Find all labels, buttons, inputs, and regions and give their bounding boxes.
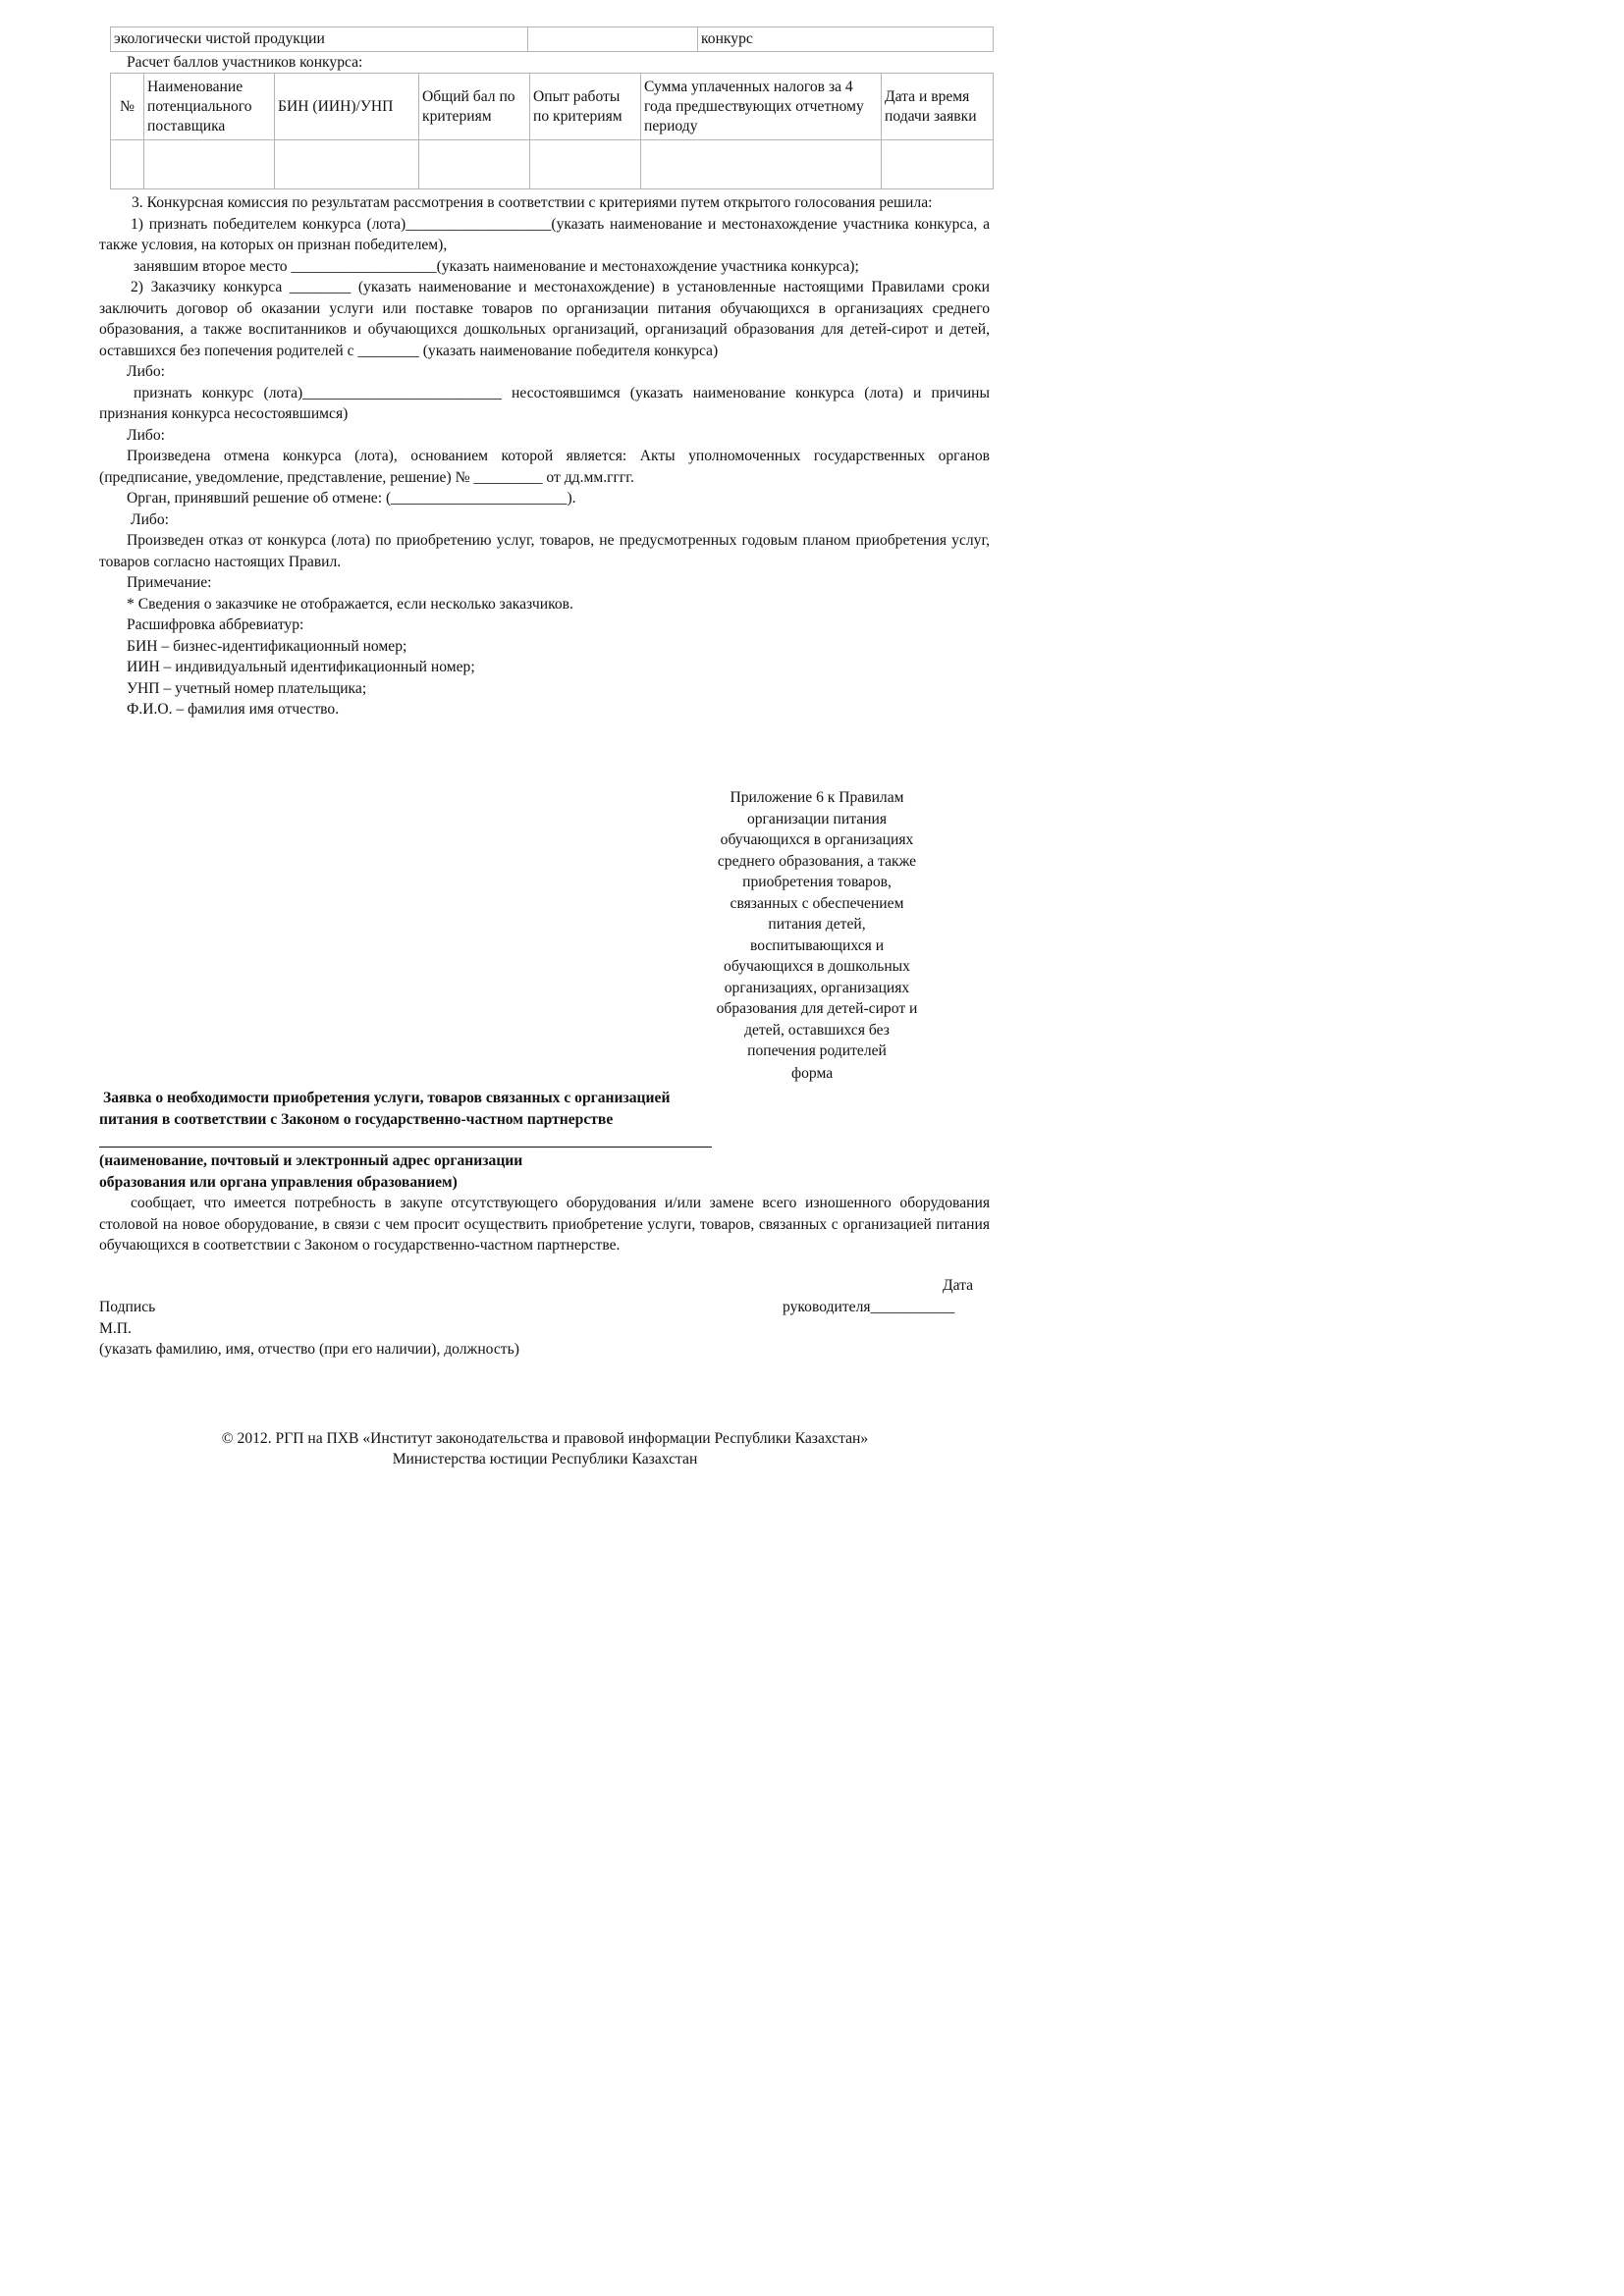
paragraph: Расшифровка аббревиатур: [127, 616, 304, 633]
header-cell: № [111, 74, 144, 140]
paragraph: Орган, принявший решение об отмене: (_______________________). [127, 490, 576, 507]
caption-line: (наименование, почтовый и электронный адрес организации [99, 1152, 523, 1169]
header-cell: Сумма уплаченных налогов за 4 года предшествующих отчетному периоду [641, 74, 882, 140]
paragraph: Либо: [127, 363, 165, 380]
header-cell: Наименование потенциального поставщика [144, 74, 275, 140]
table-cell [641, 140, 882, 189]
caption-line: образования или органа управления образованием) [99, 1173, 458, 1191]
table-cell [530, 140, 641, 189]
table-cell: конкурс [698, 27, 994, 52]
appendix-line: попечения родителей [747, 1042, 887, 1059]
paragraph: 2) Заказчику конкурса ________ (указать наименование и местонахождение) в установленные настоящими Правилами сроки заключить договор об оказании услуги или поставке товаров по организации питания обучающихся в организациях среднего образования, а также воспитанников и обучающихся дошкольных организаций, организаций образования для детей-сирот и детей, оставшихся без попечения родителей с ________ (указать наименование победителя конкурса) [99, 279, 990, 359]
header-cell: Дата и время подачи заявки [882, 74, 994, 140]
table-cell [528, 27, 698, 52]
request-text: сообщает, что имеется потребность в закупе отсутствующего оборудования и/или замене всего изношенного оборудования столовой на новое оборудование, в связи с чем просит осуществить приобретение услуги, товаров, связанных с организацией питания обучающихся в соответствии с Законом о государственно-частном партнерстве. [99, 1195, 990, 1254]
criteria-table-fragment [110, 27, 994, 52]
signature-label: Подпись [99, 1299, 156, 1315]
appendix-line: питания детей, [768, 916, 866, 933]
paragraph: БИН – бизнес-идентификационный номер; [127, 637, 407, 655]
appendix-line: связанных с обеспечением [730, 894, 904, 912]
appendix-line: воспитывающихся и [749, 936, 885, 954]
table-row [111, 140, 994, 189]
name-position-note: (указать фамилию, имя, отчество (при его наличии), должность) [99, 1341, 519, 1358]
table-cell: экологически чистой продукции [111, 27, 528, 52]
table-cell [144, 140, 275, 189]
paragraph: признать конкурс (лота)__________________________ несостоявшимся (указать наименование конкурса (лота) и причины признания конкурса несостоявшимся) [99, 384, 990, 422]
table-cell [111, 140, 144, 189]
appendix-line: образования для детей-сирот и [716, 1000, 918, 1017]
form-label: форма [791, 1065, 834, 1082]
appendix-note [689, 787, 945, 1062]
appendix-line: обучающихся в организациях [720, 831, 914, 848]
appendix-line: приобретения товаров, [742, 874, 892, 890]
paragraph: Либо: [131, 510, 169, 528]
header-cell: Общий бал по критериям [419, 74, 530, 140]
copyright-footer [0, 1428, 1090, 1469]
paragraph: 1) признать победителем конкурса (лота)___________________(указать наименование и местонахождение участника конкурса, а также условия, на которых он признан победителем), [99, 215, 990, 253]
appendix-line: среднего образования, а также [717, 852, 917, 870]
table-row [111, 27, 994, 52]
paragraph: Либо: [127, 426, 165, 444]
table-cell [419, 140, 530, 189]
paragraph: занявшим второе место ___________________(указать наименование и местонахождение участника конкурса); [134, 257, 859, 275]
footer-line: Министерства юстиции Республики Казахстан [392, 1451, 698, 1468]
main-content [99, 27, 993, 721]
organization-fill-line [99, 1147, 712, 1148]
appendix-line: детей, оставшихся без [744, 1021, 890, 1039]
scores-table [110, 73, 994, 189]
appendix-line: Приложение 6 к Правилам [730, 789, 904, 806]
table-header-row [111, 74, 994, 140]
paragraph: Примечание: [127, 574, 212, 591]
table-cell [275, 140, 419, 189]
title-line: Заявка о необходимости приобретения услуги, товаров связанных с организацией [103, 1090, 671, 1106]
head-signature-line: руководителя___________ [783, 1299, 955, 1315]
header-cell: БИН (ИИН)/УНП [275, 74, 419, 140]
appendix-line: организации питания [746, 810, 888, 828]
date-label: Дата [943, 1277, 974, 1294]
footer-line: © 2012. РГП на ПХВ «Институт законодательства и правовой информации Республики Казахстан» [221, 1430, 869, 1447]
paragraph: Ф.И.О. – фамилия имя отчество. [127, 701, 340, 718]
paragraph: 3. Конкурсная комиссия по результатам рассмотрения в соответствии с критериями путем открытого голосования решила: [132, 194, 933, 211]
request-title [99, 1088, 826, 1130]
header-cell: Опыт работы по критериям [530, 74, 641, 140]
document-page [0, 0, 1080, 1526]
paragraph: Произведен отказ от конкурса (лота) по приобретению услуг, товаров, не предусмотренных годовым планом приобретения услуг, товаров согласно настоящих Правил. [99, 532, 990, 570]
paragraph: * Сведения о заказчике не отображается, если несколько заказчиков. [127, 595, 573, 613]
paragraph: УНП – учетный номер плательщика; [127, 679, 367, 697]
decision-section [99, 189, 990, 721]
title-line: питания в соответствии с Законом о государственно-частном партнерстве [99, 1110, 614, 1128]
paragraph: ИИН – индивидуальный идентификационный номер; [127, 659, 475, 675]
stamp-label: М.П. [99, 1320, 132, 1337]
paragraph: Произведена отмена конкурса (лота), основанием которой является: Акты уполномоченных государственных органов (предписание, уведомление, представление, решение) № _________ от дд.мм.гггг. [99, 448, 990, 486]
appendix-line: обучающихся в дошкольных [724, 958, 910, 975]
table-cell [882, 140, 994, 189]
scores-caption: Расчет баллов участников конкурса: [127, 54, 363, 71]
appendix-line: организациях, организациях [724, 979, 910, 996]
organization-caption [99, 1150, 786, 1193]
